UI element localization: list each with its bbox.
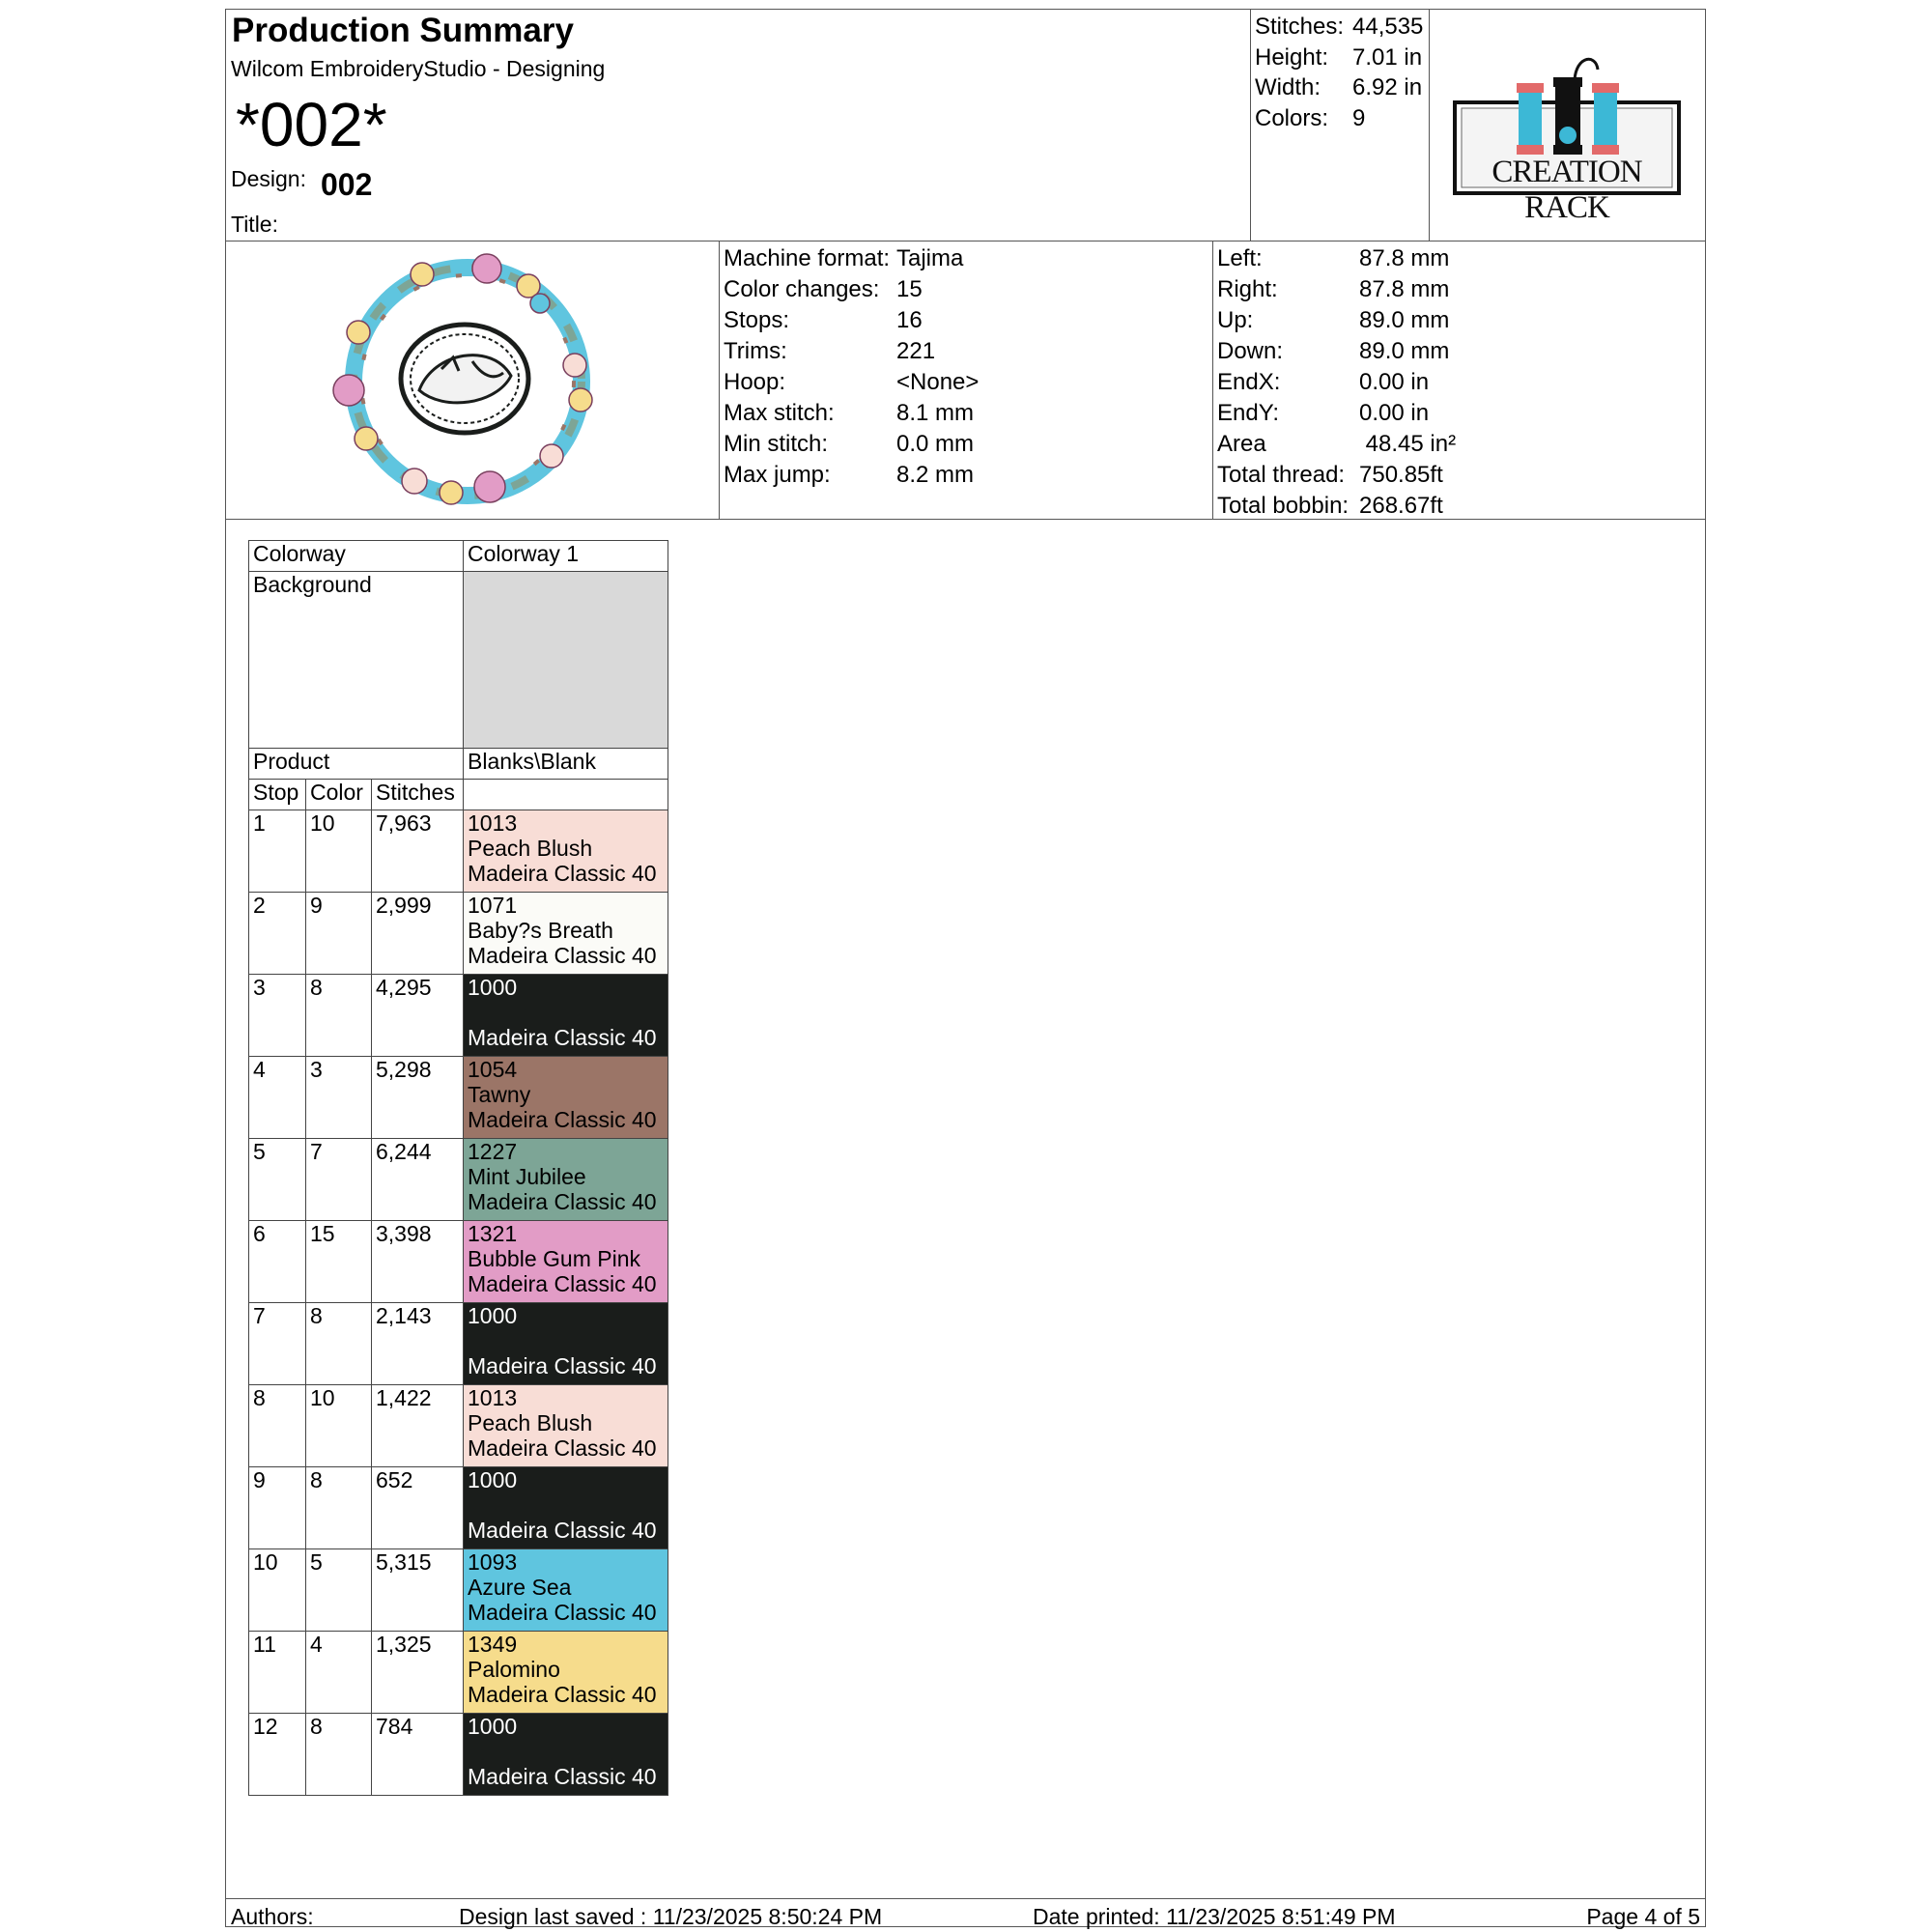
title-label: Title: xyxy=(231,212,278,237)
color-number: 5 xyxy=(306,1549,372,1632)
machine-info xyxy=(724,245,1207,493)
stop-number: 3 xyxy=(249,975,306,1057)
stop-stitches: 4,295 xyxy=(372,975,464,1057)
colorway-value: Colorway 1 xyxy=(464,541,668,572)
design-code: *002* xyxy=(236,90,387,159)
stop-row xyxy=(249,1303,668,1385)
summary-divider-right xyxy=(1429,10,1430,241)
stop-number: 6 xyxy=(249,1221,306,1303)
width-value: 6.92 in xyxy=(1352,74,1423,100)
color-number: 3 xyxy=(306,1057,372,1139)
col-stop-header: Stop xyxy=(249,780,306,810)
stop-row xyxy=(249,1139,668,1221)
thread-swatch xyxy=(464,1221,668,1303)
stop-number: 9 xyxy=(249,1467,306,1549)
thread-name: Peach Blush xyxy=(468,1410,593,1435)
stop-number: 1 xyxy=(249,810,306,893)
thread-name: Mint Jubilee xyxy=(468,1164,586,1189)
machine-info-row xyxy=(724,245,1207,276)
stitches-value: 44,535 xyxy=(1352,14,1424,40)
footer-authors: Authors: xyxy=(231,1904,314,1929)
dimension-value: 48.45 in² xyxy=(1359,431,1457,457)
color-number: 10 xyxy=(306,810,372,893)
color-number: 7 xyxy=(306,1139,372,1221)
dimension-value: 87.8 mm xyxy=(1359,245,1450,271)
thread-swatch xyxy=(464,810,668,893)
product-value: Blanks\Blank xyxy=(464,749,668,780)
thread-name xyxy=(468,1492,664,1518)
thread-code: 1054 xyxy=(468,1057,518,1082)
stop-row xyxy=(249,1632,668,1714)
machine-info-label: Stops: xyxy=(724,307,790,333)
height-value: 7.01 in xyxy=(1352,44,1423,71)
color-number: 15 xyxy=(306,1221,372,1303)
thread-swatch xyxy=(464,1549,668,1632)
dimension-row xyxy=(1217,493,1700,524)
dimension-value: 268.67ft xyxy=(1359,493,1443,519)
stop-number: 2 xyxy=(249,893,306,975)
height-label: Height: xyxy=(1255,44,1329,71)
background-swatch xyxy=(464,572,668,749)
thread-name: Palomino xyxy=(468,1657,560,1682)
dimension-label: Area xyxy=(1217,431,1266,457)
stop-number: 4 xyxy=(249,1057,306,1139)
machine-divider xyxy=(1212,241,1213,519)
machine-info-label: Min stitch: xyxy=(724,431,829,457)
dimension-label: Total bobbin: xyxy=(1217,493,1350,519)
footer-date-printed: Date printed: 11/23/2025 8:51:49 PM xyxy=(1033,1904,1396,1929)
footer-last-saved: Design last saved : 11/23/2025 8:50:24 PM xyxy=(459,1904,883,1929)
dimension-value: 0.00 in xyxy=(1359,400,1430,426)
machine-info-row xyxy=(724,307,1207,338)
header-divider xyxy=(226,241,1705,242)
machine-info-value: 8.2 mm xyxy=(896,462,975,488)
colors-value: 9 xyxy=(1352,105,1366,131)
stop-row xyxy=(249,975,668,1057)
stop-stitches: 652 xyxy=(372,1467,464,1549)
stop-stitches: 5,298 xyxy=(372,1057,464,1139)
stop-stitches: 784 xyxy=(372,1714,464,1796)
thread-name xyxy=(468,1739,664,1764)
stop-number: 5 xyxy=(249,1139,306,1221)
col-thread-header xyxy=(464,780,668,810)
machine-info-value: 16 xyxy=(896,307,923,333)
dimension-label: EndY: xyxy=(1217,400,1280,426)
thread-swatch xyxy=(464,1714,668,1796)
thread-swatch xyxy=(464,1139,668,1221)
thread-swatch xyxy=(464,1632,668,1714)
machine-info-row xyxy=(724,431,1207,462)
footer-divider xyxy=(226,1898,1705,1899)
design-label: Design: xyxy=(231,166,306,191)
thread-name: Tawny xyxy=(468,1082,531,1107)
color-number: 9 xyxy=(306,893,372,975)
thread-code: 1000 xyxy=(468,1467,518,1492)
thread-swatch xyxy=(464,1385,668,1467)
thread-brand: Madeira Classic 40 xyxy=(468,943,657,968)
thread-brand: Madeira Classic 40 xyxy=(468,1107,657,1132)
dimension-row xyxy=(1217,462,1700,493)
machine-info-label: Max jump: xyxy=(724,462,831,488)
product-label: Product xyxy=(249,749,464,780)
thread-swatch xyxy=(464,893,668,975)
background-label: Background xyxy=(249,572,464,749)
stop-row xyxy=(249,1221,668,1303)
stitches-label: Stitches: xyxy=(1255,14,1345,40)
thread-code: 1013 xyxy=(468,810,518,836)
color-number: 4 xyxy=(306,1632,372,1714)
stop-row xyxy=(249,893,668,975)
dimension-label: Total thread: xyxy=(1217,462,1346,488)
thread-swatch xyxy=(464,1303,668,1385)
thread-brand: Madeira Classic 40 xyxy=(468,861,657,886)
machine-info-label: Trims: xyxy=(724,338,787,364)
color-number: 8 xyxy=(306,1714,372,1796)
thread-name: Peach Blush xyxy=(468,836,593,861)
dimension-value: 89.0 mm xyxy=(1359,307,1450,333)
machine-info-value: 15 xyxy=(896,276,923,302)
page-title: Production Summary xyxy=(232,12,574,49)
stop-row xyxy=(249,1549,668,1632)
thread-name: Azure Sea xyxy=(468,1575,572,1600)
stop-stitches: 5,315 xyxy=(372,1549,464,1632)
thread-code: 1321 xyxy=(468,1221,518,1246)
stop-row xyxy=(249,1385,668,1467)
color-number: 10 xyxy=(306,1385,372,1467)
design-value: 002 xyxy=(321,167,373,202)
thread-name: Bubble Gum Pink xyxy=(468,1246,640,1271)
machine-info-label: Machine format: xyxy=(724,245,891,271)
footer-page-number: Page 4 of 5 xyxy=(1586,1904,1700,1929)
thread-brand: Madeira Classic 40 xyxy=(468,1025,657,1050)
stop-number: 11 xyxy=(249,1632,306,1714)
stop-number: 7 xyxy=(249,1303,306,1385)
dimension-label: EndX: xyxy=(1217,369,1281,395)
stop-number: 10 xyxy=(249,1549,306,1632)
color-number: 8 xyxy=(306,1303,372,1385)
thread-name xyxy=(468,1328,664,1353)
colors-label: Colors: xyxy=(1255,105,1329,131)
production-summary-sheet xyxy=(225,9,1706,1927)
color-number: 8 xyxy=(306,975,372,1057)
dimension-row xyxy=(1217,307,1700,338)
dimension-value: 89.0 mm xyxy=(1359,338,1450,364)
machine-info-row xyxy=(724,369,1207,400)
dimension-label: Right: xyxy=(1217,276,1278,302)
stop-stitches: 7,963 xyxy=(372,810,464,893)
colorway-label: Colorway xyxy=(249,541,464,572)
dimension-label: Left: xyxy=(1217,245,1263,271)
stop-stitches: 3,398 xyxy=(372,1221,464,1303)
stop-number: 8 xyxy=(249,1385,306,1467)
dimension-row xyxy=(1217,338,1700,369)
stop-stitches: 2,143 xyxy=(372,1303,464,1385)
thread-name xyxy=(468,1000,664,1025)
width-label: Width: xyxy=(1255,74,1321,100)
machine-info-label: Color changes: xyxy=(724,276,880,302)
thread-brand: Madeira Classic 40 xyxy=(468,1764,657,1789)
colorway-table xyxy=(248,540,668,1796)
stop-stitches: 6,244 xyxy=(372,1139,464,1221)
machine-info-value: 0.0 mm xyxy=(896,431,975,457)
creation-rack-logo xyxy=(1453,48,1681,225)
machine-info-value: 221 xyxy=(896,338,936,364)
dimension-row xyxy=(1217,431,1700,462)
preview-divider xyxy=(719,241,720,519)
col-color-header: Color xyxy=(306,780,372,810)
thread-brand: Madeira Classic 40 xyxy=(468,1518,657,1543)
thread-code: 1349 xyxy=(468,1632,518,1657)
thread-brand: Madeira Classic 40 xyxy=(468,1189,657,1214)
thread-code: 1013 xyxy=(468,1385,518,1410)
summary-divider-left xyxy=(1250,10,1251,241)
stop-row xyxy=(249,1714,668,1796)
thread-brand: Madeira Classic 40 xyxy=(468,1435,657,1461)
dimension-row xyxy=(1217,245,1700,276)
thread-code: 1227 xyxy=(468,1139,518,1164)
thread-code: 1093 xyxy=(468,1549,518,1575)
machine-info-row xyxy=(724,276,1207,307)
dimension-row xyxy=(1217,276,1700,307)
col-stitches-header: Stitches xyxy=(372,780,464,810)
machine-info-row xyxy=(724,400,1207,431)
embroidery-wreath-image xyxy=(327,245,608,518)
thread-brand: Madeira Classic 40 xyxy=(468,1682,657,1707)
dimension-row xyxy=(1217,369,1700,400)
thread-swatch xyxy=(464,975,668,1057)
stop-stitches: 1,325 xyxy=(372,1632,464,1714)
software-name: Wilcom EmbroideryStudio - Designing xyxy=(231,56,606,81)
thread-code: 1000 xyxy=(468,975,518,1000)
logo-text: CREATION RACK xyxy=(1492,155,1642,225)
thread-brand: Madeira Classic 40 xyxy=(468,1353,657,1378)
stop-number: 12 xyxy=(249,1714,306,1796)
design-preview xyxy=(327,245,608,518)
machine-info-label: Hoop: xyxy=(724,369,786,395)
thread-swatch xyxy=(464,1467,668,1549)
thread-brand: Madeira Classic 40 xyxy=(468,1271,657,1296)
dimension-value: 750.85ft xyxy=(1359,462,1443,488)
thread-code: 1000 xyxy=(468,1714,518,1739)
stop-row xyxy=(249,810,668,893)
dimension-value: 87.8 mm xyxy=(1359,276,1450,302)
thread-code: 1071 xyxy=(468,893,518,918)
dimension-info xyxy=(1217,245,1700,524)
machine-info-value: <None> xyxy=(896,369,980,395)
stop-stitches: 1,422 xyxy=(372,1385,464,1467)
stop-row xyxy=(249,1057,668,1139)
thread-swatch xyxy=(464,1057,668,1139)
color-number: 8 xyxy=(306,1467,372,1549)
dimension-label: Up: xyxy=(1217,307,1254,333)
dimension-value: 0.00 in xyxy=(1359,369,1430,395)
stop-stitches: 2,999 xyxy=(372,893,464,975)
dimension-row xyxy=(1217,400,1700,431)
stop-row xyxy=(249,1467,668,1549)
machine-info-value: Tajima xyxy=(896,245,964,271)
thread-code: 1000 xyxy=(468,1303,518,1328)
machine-info-label: Max stitch: xyxy=(724,400,835,426)
machine-info-row xyxy=(724,462,1207,493)
thread-name: Baby?s Breath xyxy=(468,918,613,943)
machine-info-row xyxy=(724,338,1207,369)
dimension-label: Down: xyxy=(1217,338,1284,364)
thread-brand: Madeira Classic 40 xyxy=(468,1600,657,1625)
machine-info-value: 8.1 mm xyxy=(896,400,975,426)
